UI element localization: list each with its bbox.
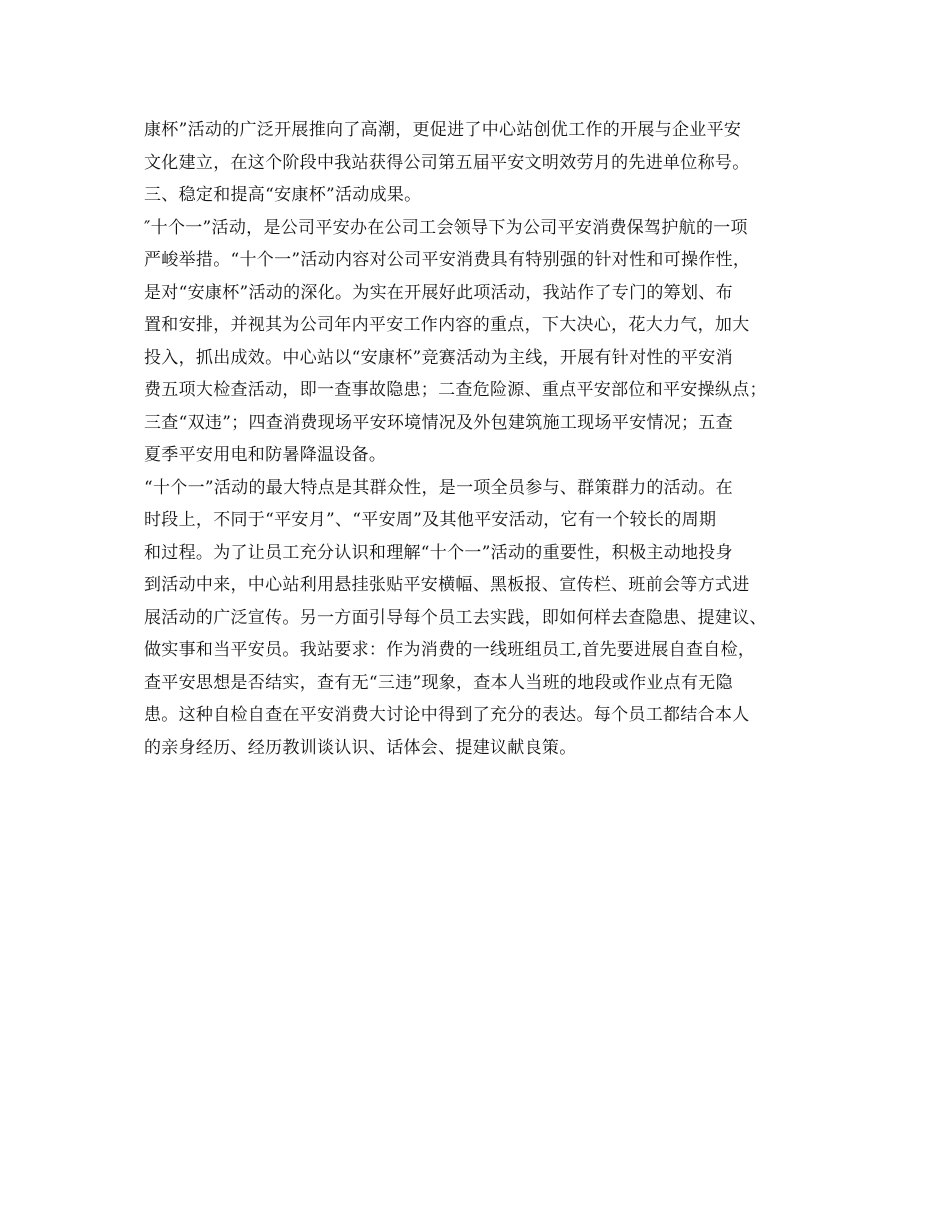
text-line: 投入，抓出成效。中心站以“安康杯”竞赛活动为主线，开展有针对性的平安消 (144, 347, 733, 368)
text-line: 展活动的广泛宣传。另一方面引导每个员工去实践，即如何样去查隐患、提建议、 (144, 607, 767, 628)
text-line: 是对“安康杯”活动的深化。为实在开展好此项活动，我站作了专门的筹划、布 (144, 282, 733, 303)
text-line: 夏季平安用电和防暑降温设备。 (144, 445, 387, 465)
text-line: ″十个一”活动，是公司平安办在公司工会领导下为公司平安消费保驾护航的一项 (144, 217, 748, 238)
text-line: 三查“双违”；四查消费现场平安环境情况及外包建筑施工现场平安情况；五查 (144, 412, 733, 433)
text-line: 的亲身经历、经历教训谈认识、话体会、提建议献良策。 (144, 737, 577, 758)
text-line: 康杯”活动的广泛开展推向了高潮，更促进了中心站创优工作的开展与企业平安 (144, 120, 742, 140)
text-line: 时段上，不同于“平安月”、“平安周”及其他平安活动，它有一个较长的周期 (144, 510, 717, 530)
text-line: 文化建立，在这个阶段中我站获得公司第五届平安文明效劳月的先进单位称号。 (144, 152, 750, 173)
text-line: 置和安排，并视其为公司年内平安工作内容的重点，下大决心，花大力气，加大 (144, 315, 750, 335)
text-line: 严峻举措。“十个一”活动内容对公司平安消费具有特别强的针对性和可操作性， (144, 250, 751, 270)
text-line: “十个一”活动的最大特点是其群众性，是一项全员参与、群策群力的活动。在 (144, 477, 733, 498)
text-line: 做实事和当平安员。我站要求：作为消费的一线班组员工,首先要进展自查自检， (144, 640, 756, 660)
text-line: 费五项大检查活动，即一查事故隐患；二查危险源、重点平安部位和平安操纵点； (144, 380, 767, 400)
text-line: 和过程。为了让员工充分认识和理解“十个一”活动的重要性，积极主动地投身 (144, 542, 733, 563)
text-line: 患。这种自检自查在平安消费大讨论中得到了充分的表达。每个员工都结合本人 (144, 705, 750, 725)
section-heading: 三、稳定和提高“安康杯”活动成果。 (144, 185, 422, 205)
text-line: 到活动中来，中心站利用悬挂张贴平安横幅、黑板报、宣传栏、班前会等方式进 (144, 575, 750, 595)
text-line: 查平安思想是否结实，查有无“三违”现象，查本人当班的地段或作业点有无隐 (144, 672, 733, 693)
body-text (144, 114, 814, 764)
